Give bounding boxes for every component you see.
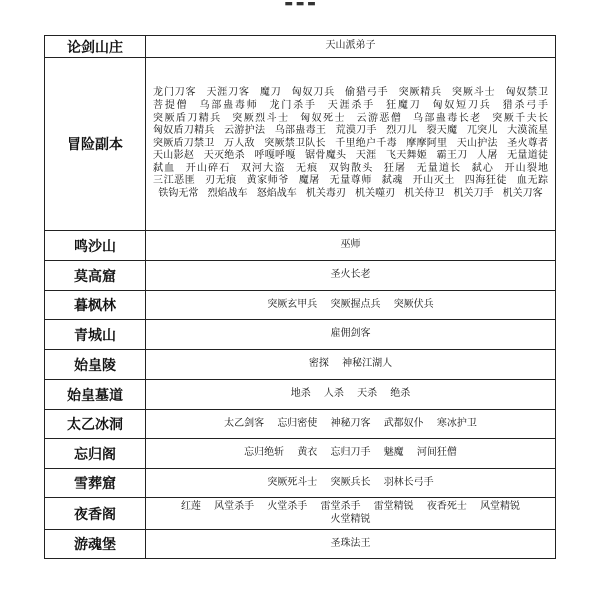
enemy-list: [146, 238, 555, 253]
enemies-cell: [146, 58, 556, 231]
enemy-name: 万人敌: [224, 137, 255, 149]
enemy-name: 巫师: [340, 239, 361, 251]
enemy-name: 机关刀手: [453, 188, 494, 200]
enemies-cell: [146, 36, 556, 58]
enemy-name: 匈奴盾刀精兵: [153, 125, 215, 137]
enemy-name: 菩提僧: [153, 99, 189, 111]
location-cell: 始皇墓道: [45, 380, 146, 410]
enemy-name: 天涯: [355, 150, 377, 162]
enemy-name: 魔刀: [259, 87, 282, 99]
enemy-list: [146, 537, 555, 552]
enemy-name: 天涯刀客: [206, 87, 250, 99]
enemy-name: 火堂精锐: [330, 513, 371, 525]
enemy-name: 锯骨魔头: [305, 150, 347, 162]
enemies-cell: [146, 439, 556, 469]
enemies-cell: [146, 530, 556, 559]
enemy-name: 太乙剑客: [224, 417, 265, 429]
enemy-name: 魅魔: [383, 447, 404, 459]
enemy-list: [146, 500, 555, 527]
location-cell: 鸣沙山: [45, 231, 146, 261]
enemy-name: 四海狂徒: [464, 175, 508, 187]
enemy-list: [146, 268, 555, 283]
table-row: [45, 530, 556, 559]
table-row: [45, 261, 556, 291]
table-row: [45, 498, 556, 530]
enemy-name: 狂魔刀: [386, 99, 422, 111]
enemy-name: 忘归刀手: [330, 447, 371, 459]
enemy-list: [146, 417, 555, 432]
enemy-list: [146, 357, 555, 372]
location-cell: 忘归阁: [45, 439, 146, 469]
enemy-name: 羽林长弓手: [383, 476, 434, 488]
enemy-list: [146, 327, 555, 342]
enemies-cell: [146, 261, 556, 291]
enemy-name: 开山裂地: [504, 162, 549, 174]
enemy-name: 武都奴仆: [383, 417, 424, 429]
enemy-name: 忘归密使: [277, 417, 318, 429]
enemy-name: 无量尊师: [329, 175, 372, 187]
enemy-name: 突厥烈斗士: [232, 112, 290, 124]
location-cell: 始皇陵: [45, 350, 146, 380]
enemy-name: 魔屠: [298, 175, 320, 187]
enemy-name: 火堂杀手: [267, 500, 308, 512]
enemies-cell: [146, 350, 556, 380]
enemy-location-table: [44, 35, 556, 559]
enemy-name: 乌部蛊毒长老: [412, 112, 482, 124]
enemy-name: 人屠: [477, 150, 498, 162]
enemy-name: 裂天魔: [426, 125, 458, 137]
enemy-name: 河间狂僧: [416, 447, 457, 459]
enemy-name: 突厥伏兵: [393, 298, 434, 310]
enemies-cell: [146, 320, 556, 350]
enemies-cell: [146, 498, 556, 530]
enemy-name: 黄衣: [297, 447, 318, 459]
table-row: [45, 469, 556, 498]
table-row: [45, 320, 556, 350]
table-row: [45, 410, 556, 439]
enemy-name: 千里绝户千毒: [335, 137, 397, 149]
enemy-name: 弑魂: [381, 175, 403, 187]
enemy-name: 机关噬刃: [355, 188, 396, 200]
enemy-name: 突厥死斗士: [267, 476, 318, 488]
enemy-name: 开山碎石: [185, 162, 231, 174]
enemy-name: 红莲: [180, 500, 201, 512]
enemy-name: 狂屠: [383, 162, 407, 174]
location-cell: 夜香阁: [45, 498, 146, 530]
enemy-name: 弑心: [471, 162, 495, 174]
enemy-name: 天灭绝杀: [203, 150, 245, 162]
enemies-cell: [146, 410, 556, 439]
enemy-name: 龙门杀手: [269, 99, 317, 111]
enemy-name: 突厥兵长: [330, 476, 371, 488]
enemy-name: 匈奴短刀兵: [432, 99, 492, 111]
enemy-name: 风堂杀手: [214, 500, 255, 512]
enemy-name: 风堂精锐: [480, 500, 521, 512]
enemy-name: 雷堂杀手: [320, 500, 361, 512]
enemy-name: 突厥玄甲兵: [267, 298, 318, 310]
enemy-name: 大漠流星: [507, 125, 548, 137]
enemy-name: 双钩散头: [328, 162, 374, 174]
enemy-name: 密探: [308, 358, 329, 370]
location-cell: 雪葬窟: [45, 469, 146, 498]
enemies-cell: [146, 469, 556, 498]
enemy-name: 神秘江湖人: [342, 358, 393, 370]
location-cell: 论剑山庄: [45, 36, 146, 58]
enemy-name: 飞天舞姬: [385, 150, 428, 162]
enemy-name: 机关毒刃: [305, 188, 346, 200]
enemy-name: 弑血: [153, 162, 176, 174]
enemy-name: 云游恶僧: [356, 112, 403, 124]
enemy-name: 双河大盗: [240, 162, 286, 174]
enemy-name: 龙门刀客: [153, 87, 197, 99]
enemy-name: 黄家师爷: [246, 175, 289, 187]
table-row: [45, 36, 556, 58]
enemy-name: 血无踪: [516, 175, 549, 187]
location-cell: 暮枫林: [45, 291, 146, 320]
enemy-name: 雷堂精锐: [373, 500, 414, 512]
table-row: [45, 58, 556, 231]
enemy-name: 荒漠刀手: [335, 125, 377, 137]
location-cell: 太乙冰洞: [45, 410, 146, 439]
enemy-name: 烈刀儿: [386, 125, 418, 137]
enemy-name: 开山灭土: [412, 175, 455, 187]
enemy-name: 云游护法: [224, 125, 266, 137]
enemy-name: 圣珠法王: [330, 537, 371, 549]
enemy-name: 突厥盾刀禁卫: [153, 137, 215, 149]
enemy-list: [146, 446, 555, 461]
enemy-name: 无量道长: [416, 162, 462, 174]
enemy-name: 摩摩阿里: [406, 137, 448, 149]
enemy-name: 突厥千夫长: [492, 112, 549, 124]
enemy-name: 天山派弟子: [325, 40, 376, 52]
table-row: [45, 380, 556, 410]
enemy-name: 神秘刀客: [330, 417, 371, 429]
enemy-name: 寒冰护卫: [436, 417, 477, 429]
enemy-name: 怒焰战车: [256, 188, 297, 200]
enemy-list: [146, 298, 555, 313]
location-cell: 冒险副本: [45, 58, 146, 231]
enemy-name: 天涯杀手: [327, 99, 376, 111]
enemy-list: [146, 86, 555, 201]
table-row: [45, 231, 556, 261]
enemy-name: 铁钩无常: [158, 188, 199, 200]
enemy-name: 天山护法: [456, 137, 498, 149]
enemies-cell: [146, 291, 556, 320]
enemy-name: 烈焰战车: [207, 188, 248, 200]
enemy-name: 无量道徒: [507, 150, 549, 162]
enemy-list: [146, 39, 555, 54]
enemy-name: 突厥斗士: [452, 87, 496, 99]
enemies-cell: [146, 380, 556, 410]
enemy-name: 乌部蛊毒师: [199, 99, 259, 111]
enemy-name: 霸王刀: [436, 150, 468, 162]
enemy-name: 突厥盾刀精兵: [153, 112, 222, 124]
enemy-name: 三江恶匪: [153, 175, 196, 187]
enemy-name: 绝杀: [390, 388, 411, 400]
enemy-name: 忘归绝斩: [244, 447, 285, 459]
location-cell: 青城山: [45, 320, 146, 350]
enemy-name: 突厥禁卫队长: [264, 137, 326, 149]
enemy-name: 圣火长老: [330, 269, 371, 281]
enemy-name: 匈奴禁卫: [505, 87, 549, 99]
location-cell: 莫高窟: [45, 261, 146, 291]
cropped-heading-fragment: ▬ ▬ ▬: [284, 0, 316, 9]
enemy-name: 无痕: [296, 162, 319, 174]
enemy-name: 天杀: [357, 388, 378, 400]
enemy-name: 乌部蛊毒王: [274, 125, 327, 137]
enemies-cell: [146, 231, 556, 261]
table-row: [45, 291, 556, 320]
enemy-list: [146, 387, 555, 402]
enemy-name: 夜香死士: [426, 500, 467, 512]
enemy-name: 机关刀客: [502, 188, 543, 200]
enemy-name: 刃无痕: [205, 175, 237, 187]
enemy-name: 圣火尊者: [507, 137, 549, 149]
enemy-name: 地杀: [290, 388, 311, 400]
enemy-list: [146, 476, 555, 491]
enemy-name: 匈奴死士: [300, 112, 346, 124]
table-row: [45, 350, 556, 380]
enemy-name: 偷猎弓手: [345, 87, 389, 99]
enemy-name: 雇佣剑客: [330, 328, 371, 340]
enemy-name: 突厥握点兵: [330, 298, 381, 310]
enemy-name: 机关侍卫: [404, 188, 445, 200]
enemy-name: 天山影赵: [153, 150, 195, 162]
table-row: [45, 439, 556, 469]
enemy-name: 人杀: [323, 388, 344, 400]
enemy-name: 猎杀弓手: [502, 99, 549, 111]
enemy-name: 突厥精兵: [398, 87, 442, 99]
enemy-name: 兀突儿: [466, 125, 498, 137]
enemy-name: 呼嘎呼嘎: [254, 150, 296, 162]
enemy-name: 匈奴刀兵: [291, 87, 336, 99]
location-cell: 游魂堡: [45, 530, 146, 559]
